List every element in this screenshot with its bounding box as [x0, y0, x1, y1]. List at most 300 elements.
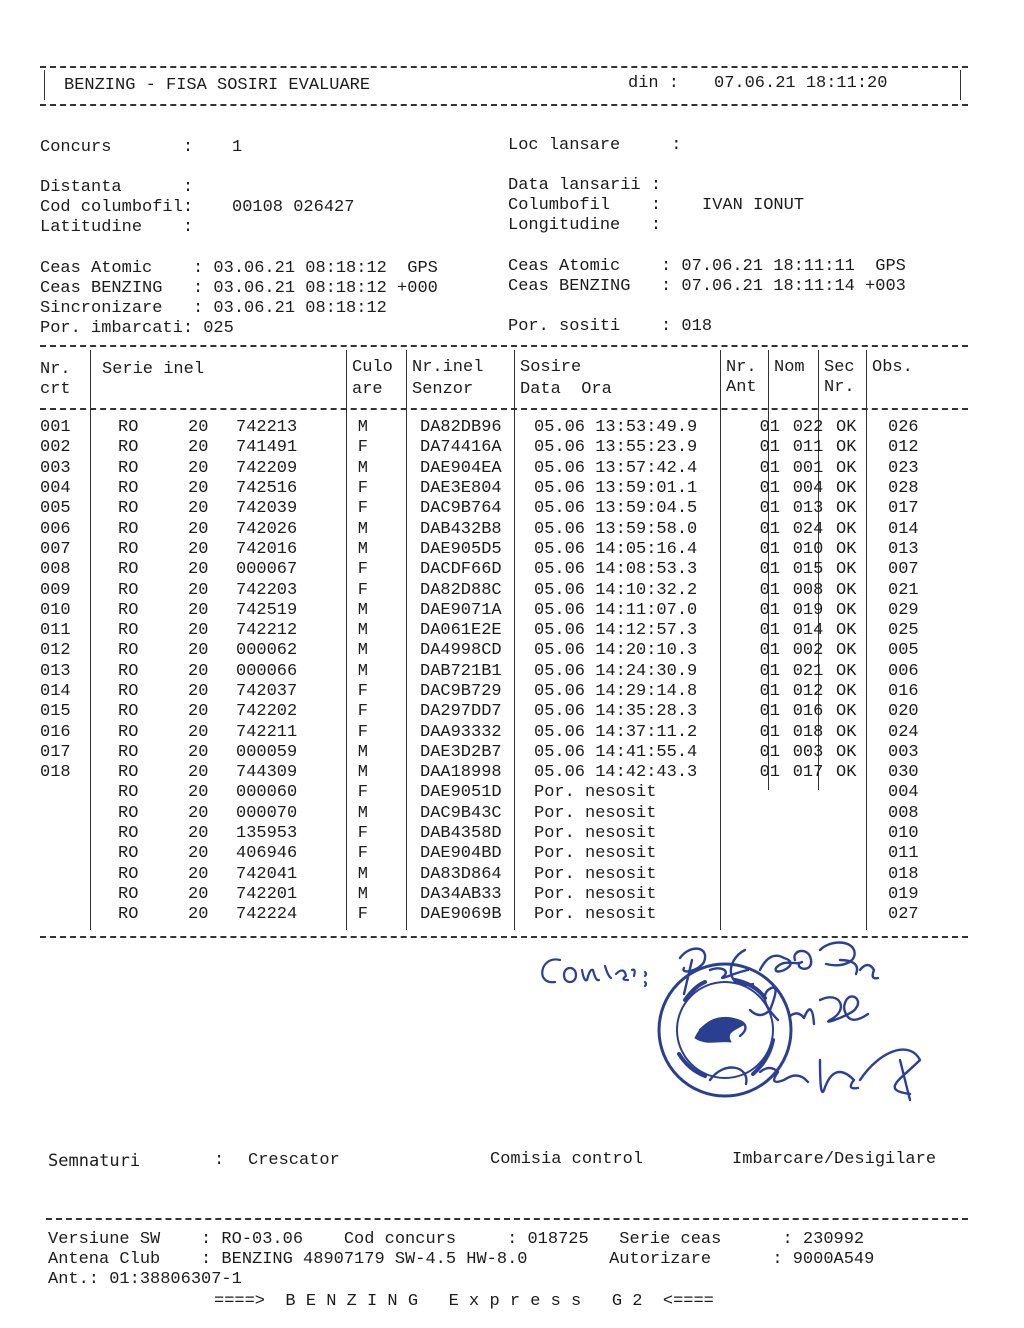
- cell-nom: 014: [792, 621, 824, 641]
- cell-ant: [734, 824, 784, 844]
- cell-crt: 008: [40, 560, 71, 580]
- cell-sosire: 05.06 13:59:58.0: [534, 519, 698, 539]
- cell-sex: M: [357, 661, 368, 681]
- columbofil-value: IVAN IONUT: [702, 196, 805, 215]
- semnaturi-colon: :: [214, 1151, 225, 1170]
- cell-inel: 000059: [236, 742, 298, 762]
- cell-senzor: DAB4358D: [420, 824, 502, 844]
- cell-culoare: [374, 540, 414, 560]
- cell-senzor: DACDF66D: [420, 560, 502, 580]
- cell-inel: 406946: [236, 844, 298, 864]
- cell-nom: 013: [792, 499, 824, 519]
- cell-sex: F: [357, 499, 368, 519]
- table-row: [40, 438, 968, 458]
- cell-tara: RO: [118, 438, 139, 458]
- cell-an: 20: [188, 783, 209, 803]
- cell-tara: RO: [118, 702, 139, 722]
- cell-ant: 01: [759, 539, 780, 559]
- cell-crt: 011: [40, 621, 71, 641]
- cell-inel: 742037: [236, 682, 298, 701]
- cell-ant: 01: [759, 519, 780, 539]
- cell-inel: 000067: [236, 560, 298, 580]
- cell-crt: 007: [40, 539, 71, 559]
- cell-sosire: 05.06 13:53:49.9: [534, 418, 698, 438]
- cell-ant: 01: [759, 763, 780, 783]
- cell-sex: F: [357, 560, 368, 580]
- cell-inel: 742213: [236, 418, 298, 438]
- cell-tara: RO: [118, 580, 139, 600]
- footer-line-2: Antena Club : BENZING 48907179 SW-4.5 HW-8.0 Autorizare : 9000A549: [48, 1250, 875, 1269]
- imbarcare-label: Imbarcare/Desigilare: [732, 1150, 937, 1169]
- cell-senzor: DA74416A: [420, 438, 502, 458]
- cell-an: 20: [188, 661, 209, 681]
- cell-tara: RO: [118, 458, 139, 478]
- concurs-value: 1: [232, 138, 243, 157]
- cell-sosire: 05.06 14:12:57.3: [534, 621, 698, 641]
- cell-obs: 029: [888, 600, 919, 620]
- cell-an: 20: [188, 682, 209, 701]
- table-row: [40, 540, 968, 560]
- cell-sec: [832, 905, 880, 925]
- cell-senzor: DAE904BD: [420, 844, 502, 864]
- cell-culoare: [374, 763, 414, 783]
- cell-senzor: DA82D88C: [420, 580, 502, 600]
- cell-sex: M: [357, 600, 368, 620]
- cell-an: 20: [188, 580, 209, 600]
- footer-line-4: ====> B E N Z I N G E x p r e s s G 2 <====: [214, 1292, 714, 1311]
- th-nr: Nr.: [40, 360, 71, 379]
- cell-inel: 742202: [236, 702, 298, 722]
- cell-sosire: 05.06 14:10:32.2: [534, 580, 698, 600]
- cell-senzor: DA83D864: [420, 864, 502, 884]
- cell-inel: 742516: [236, 479, 298, 499]
- table-row: [40, 844, 968, 864]
- table-row: [40, 560, 968, 580]
- cell-sec: [832, 783, 880, 803]
- cell-sex: M: [357, 539, 368, 559]
- cell-culoare: [374, 783, 414, 803]
- cell-crt: 002: [40, 438, 71, 458]
- clock-start-atomic: Ceas Atomic : 03.06.21 08:18:12 GPS: [40, 259, 438, 278]
- cell-culoare: [374, 865, 414, 885]
- th-senzor: Senzor: [412, 380, 474, 399]
- th-data-ora: Data Ora: [520, 380, 612, 399]
- cell-tara: RO: [118, 783, 139, 803]
- cod-columbofil-label: Cod columbofil:: [40, 198, 194, 217]
- cell-obs: 027: [888, 905, 919, 925]
- table-row: [40, 418, 968, 438]
- cell-nom: [784, 885, 832, 905]
- cell-sec: OK: [836, 702, 857, 722]
- cell-inel: 000070: [236, 803, 298, 823]
- cell-sex: F: [357, 682, 368, 701]
- cell-crt: [40, 885, 90, 905]
- cell-nom: 024: [792, 519, 824, 539]
- cell-senzor: DAE9069B: [420, 905, 502, 925]
- columbofil-label: Columbofil :: [508, 196, 662, 215]
- cell-sex: F: [357, 479, 368, 499]
- cell-inel: 000060: [236, 783, 298, 803]
- cell-culoare: [374, 459, 414, 479]
- th-crt: crt: [40, 380, 71, 399]
- th-obs: Obs.: [872, 358, 913, 377]
- cell-nom: [784, 905, 832, 925]
- cell-crt: [40, 905, 90, 925]
- cell-nom: [784, 865, 832, 885]
- cell-obs: 006: [888, 661, 919, 681]
- por-sositi: Por. sositi : 018: [508, 317, 713, 336]
- cell-senzor: DAC9B729: [420, 682, 502, 701]
- cell-culoare: [374, 601, 414, 621]
- cell-sosire: 05.06 14:05:16.4: [534, 539, 698, 559]
- cell-an: 20: [188, 418, 209, 438]
- cell-ant: 01: [759, 458, 780, 478]
- clock-start-benzing: Ceas BENZING : 03.06.21 08:18:12 +000: [40, 279, 438, 298]
- cell-nom: 011: [792, 438, 824, 458]
- cell-inel: 742016: [236, 539, 298, 559]
- cell-sec: OK: [836, 641, 857, 661]
- cell-nom: 010: [792, 539, 824, 559]
- cell-sec: OK: [836, 458, 857, 478]
- cell-nom: 017: [792, 763, 824, 783]
- cell-obs: 024: [888, 722, 919, 742]
- cell-inel: 000062: [236, 641, 298, 661]
- cell-senzor: DAE3D2B7: [420, 742, 502, 762]
- cell-ant: 01: [759, 722, 780, 742]
- cell-tara: RO: [118, 661, 139, 681]
- cell-sex: M: [357, 864, 368, 884]
- cell-inel: 000066: [236, 661, 298, 681]
- table-row: [40, 763, 968, 783]
- cell-sex: F: [357, 905, 368, 925]
- cell-tara: RO: [118, 803, 139, 823]
- cell-obs: 007: [888, 560, 919, 580]
- cell-senzor: DA297DD7: [420, 702, 502, 722]
- th-sosire: Sosire: [520, 358, 582, 377]
- cell-sosire: Por. nesosit: [534, 783, 657, 803]
- cell-ant: [734, 885, 784, 905]
- cell-sex: F: [357, 783, 368, 803]
- cell-sex: M: [357, 519, 368, 539]
- cell-senzor: DA34AB33: [420, 884, 502, 904]
- cell-nom: 008: [792, 580, 824, 600]
- cell-an: 20: [188, 803, 209, 823]
- cell-ant: [734, 844, 784, 864]
- cell-tara: RO: [118, 539, 139, 559]
- cell-crt: [40, 824, 90, 844]
- table-row: [40, 824, 968, 844]
- table-row: [40, 702, 968, 722]
- cell-sec: OK: [836, 621, 857, 641]
- table-row: [40, 641, 968, 661]
- cell-inel: 742203: [236, 580, 298, 600]
- cell-culoare: [374, 418, 414, 438]
- cell-an: 20: [188, 905, 209, 925]
- table-row: [40, 783, 968, 803]
- header-bottom-border: [40, 104, 968, 106]
- footer-top-border: [46, 1218, 968, 1220]
- cell-sex: M: [357, 803, 368, 823]
- cell-inel: 742224: [236, 905, 298, 925]
- cell-sec: [832, 844, 880, 864]
- cell-obs: 020: [888, 702, 919, 722]
- cell-tara: RO: [118, 600, 139, 620]
- table-row: [40, 743, 968, 763]
- cell-sosire: 05.06 13:59:04.5: [534, 499, 698, 519]
- cell-crt: 004: [40, 479, 71, 499]
- cell-ant: 01: [759, 580, 780, 600]
- cell-an: 20: [188, 479, 209, 499]
- cell-obs: 014: [888, 519, 919, 539]
- table-row: [40, 601, 968, 621]
- header-top-border: [40, 66, 968, 68]
- arrivals-table: [40, 418, 968, 925]
- cell-obs: 016: [888, 682, 919, 701]
- cell-inel: 742201: [236, 884, 298, 904]
- cell-obs: 008: [888, 803, 919, 823]
- cell-an: 20: [188, 641, 209, 661]
- cell-obs: 021: [888, 580, 919, 600]
- cell-sex: M: [357, 742, 368, 762]
- cell-crt: 015: [40, 702, 71, 722]
- cell-crt: 014: [40, 682, 71, 701]
- cell-sec: OK: [836, 519, 857, 539]
- cell-tara: RO: [118, 621, 139, 641]
- cell-ant: 01: [759, 621, 780, 641]
- cell-culoare: [374, 804, 414, 824]
- header-left-border: [44, 70, 45, 100]
- cell-sec: OK: [836, 539, 857, 559]
- cell-sec: OK: [836, 742, 857, 762]
- cell-an: 20: [188, 763, 209, 783]
- cell-senzor: DAB432B8: [420, 519, 502, 539]
- cell-tara: RO: [118, 641, 139, 661]
- cell-an: 20: [188, 884, 209, 904]
- cell-sec: OK: [836, 600, 857, 620]
- cell-inel: 742039: [236, 499, 298, 519]
- cod-columbofil-value: 00108 026427: [232, 198, 355, 217]
- cell-nom: 016: [792, 702, 824, 722]
- cell-sex: M: [357, 418, 368, 438]
- cell-an: 20: [188, 539, 209, 559]
- cell-obs: 030: [888, 763, 919, 783]
- cell-an: 20: [188, 438, 209, 458]
- cell-sosire: 05.06 13:57:42.4: [534, 458, 698, 478]
- footer-line-1: Versiune SW : RO-03.06 Cod concurs : 018725 Serie ceas : 230992: [48, 1230, 865, 1249]
- cell-crt: [40, 844, 90, 864]
- cell-obs: 019: [888, 884, 919, 904]
- cell-sec: [832, 804, 880, 824]
- cell-senzor: DAE9071A: [420, 600, 502, 620]
- cell-nom: [784, 783, 832, 803]
- cell-sec: OK: [836, 418, 857, 438]
- th-sec: Sec: [824, 358, 855, 377]
- cell-ant: [734, 905, 784, 925]
- header-datetime: 07.06.21 18:11:20: [714, 74, 888, 93]
- th-nr-ant-2: Ant: [726, 378, 757, 397]
- cell-sex: M: [357, 458, 368, 478]
- cell-sosire: Por. nesosit: [534, 864, 657, 884]
- cell-nom: 021: [792, 661, 824, 681]
- cell-obs: 003: [888, 742, 919, 762]
- cell-crt: 010: [40, 600, 71, 620]
- cell-sex: F: [357, 824, 368, 844]
- cell-culoare: [374, 885, 414, 905]
- cell-crt: [40, 865, 90, 885]
- table-row: [40, 804, 968, 824]
- cell-tara: RO: [118, 824, 139, 844]
- cell-culoare: [374, 702, 414, 722]
- cell-sosire: 05.06 14:08:53.3: [534, 560, 698, 580]
- latitudine-label: Latitudine :: [40, 218, 194, 237]
- cell-sosire: 05.06 14:37:11.2: [534, 722, 698, 742]
- cell-sosire: 05.06 13:55:23.9: [534, 438, 698, 458]
- crescator-label: Crescator: [248, 1151, 340, 1170]
- cell-sec: OK: [836, 763, 857, 783]
- clock-end-atomic: Ceas Atomic : 07.06.21 18:11:11 GPS: [508, 257, 906, 276]
- cell-nom: 001: [792, 458, 824, 478]
- cell-sex: F: [357, 438, 368, 458]
- loc-lansare-label: Loc lansare :: [508, 136, 682, 155]
- cell-an: 20: [188, 560, 209, 580]
- th-are: are: [352, 380, 383, 399]
- cell-sec: OK: [836, 438, 857, 458]
- cell-nom: 022: [792, 418, 824, 438]
- cell-crt: [40, 783, 90, 803]
- cell-nom: 003: [792, 742, 824, 762]
- concurs-label: Concurs :: [40, 138, 194, 157]
- cell-an: 20: [188, 722, 209, 742]
- cell-senzor: DA4998CD: [420, 641, 502, 661]
- cell-inel: 742519: [236, 600, 298, 620]
- cell-culoare: [374, 438, 414, 458]
- footer-line-3: Ant.: 01:38806307-1: [48, 1270, 242, 1289]
- cell-senzor: DA061E2E: [420, 621, 502, 641]
- cell-crt: 009: [40, 580, 71, 600]
- cell-sec: OK: [836, 560, 857, 580]
- cell-an: 20: [188, 600, 209, 620]
- cell-culoare: [374, 560, 414, 580]
- table-row: [40, 662, 968, 682]
- cell-culoare: [374, 722, 414, 742]
- cell-obs: 005: [888, 641, 919, 661]
- cell-crt: 006: [40, 519, 71, 539]
- cell-ant: 01: [759, 438, 780, 458]
- cell-an: 20: [188, 499, 209, 519]
- cell-sosire: 05.06 14:42:43.3: [534, 763, 698, 783]
- cell-ant: 01: [759, 661, 780, 681]
- cell-obs: 028: [888, 479, 919, 499]
- cell-inel: 742026: [236, 519, 298, 539]
- cell-ant: 01: [759, 418, 780, 438]
- cell-senzor: DAE904EA: [420, 458, 502, 478]
- cell-nom: [784, 844, 832, 864]
- cell-sex: M: [357, 641, 368, 661]
- cell-tara: RO: [118, 560, 139, 580]
- cell-nom: 015: [792, 560, 824, 580]
- cell-culoare: [374, 479, 414, 499]
- cell-crt: 005: [40, 499, 71, 519]
- cell-culoare: [374, 519, 414, 539]
- por-imbarcati: Por. imbarcati: 025: [40, 319, 234, 338]
- cell-culoare: [374, 580, 414, 600]
- cell-inel: 741491: [236, 438, 298, 458]
- cell-sosire: 05.06 14:20:10.3: [534, 641, 698, 661]
- cell-sec: OK: [836, 722, 857, 742]
- cell-sex: M: [357, 621, 368, 641]
- cell-an: 20: [188, 519, 209, 539]
- cell-sec: [832, 824, 880, 844]
- table-row: [40, 499, 968, 519]
- cell-an: 20: [188, 702, 209, 722]
- cell-crt: 001: [40, 418, 71, 438]
- cell-obs: 017: [888, 499, 919, 519]
- cell-tara: RO: [118, 682, 139, 701]
- cell-an: 20: [188, 621, 209, 641]
- cell-ant: 01: [759, 600, 780, 620]
- cell-senzor: DAE9051D: [420, 783, 502, 803]
- table-row: [40, 519, 968, 539]
- cell-sec: OK: [836, 682, 857, 701]
- cell-obs: 013: [888, 539, 919, 559]
- cell-culoare: [374, 844, 414, 864]
- cell-crt: 013: [40, 661, 71, 681]
- cell-sex: M: [357, 763, 368, 783]
- cell-sosire: 05.06 14:41:55.4: [534, 742, 698, 762]
- cell-culoare: [374, 499, 414, 519]
- handwriting-comisia: [542, 959, 646, 986]
- cell-sec: OK: [836, 580, 857, 600]
- table-row: [40, 479, 968, 499]
- cell-nom: [784, 804, 832, 824]
- cell-obs: 018: [888, 864, 919, 884]
- distanta-label: Distanta :: [40, 178, 194, 197]
- data-lansarii-label: Data lansarii :: [508, 176, 662, 195]
- cell-nom: 018: [792, 722, 824, 742]
- cell-tara: RO: [118, 499, 139, 519]
- th-nr-inel: Nr.inel: [412, 358, 484, 377]
- cell-an: 20: [188, 864, 209, 884]
- cell-an: 20: [188, 824, 209, 844]
- cell-sec: OK: [836, 499, 857, 519]
- cell-culoare: [374, 662, 414, 682]
- cell-ant: 01: [759, 641, 780, 661]
- cell-crt: 017: [40, 742, 71, 762]
- cell-ant: 01: [759, 560, 780, 580]
- cell-crt: 018: [40, 763, 71, 783]
- cell-ant: 01: [759, 702, 780, 722]
- handwriting-petcu: [680, 943, 878, 995]
- cell-sosire: Por. nesosit: [534, 824, 657, 844]
- cell-inel: 742041: [236, 864, 298, 884]
- cell-senzor: DAC9B43C: [420, 803, 502, 823]
- cell-sec: [832, 865, 880, 885]
- cell-crt: 003: [40, 458, 71, 478]
- cell-crt: [40, 804, 90, 824]
- cell-culoare: [374, 641, 414, 661]
- cell-sosire: 05.06 14:35:28.3: [534, 702, 698, 722]
- cell-tara: RO: [118, 722, 139, 742]
- cell-ant: [734, 804, 784, 824]
- cell-obs: 011: [888, 844, 919, 864]
- cell-sex: F: [357, 580, 368, 600]
- cell-an: 20: [188, 458, 209, 478]
- table-row: [40, 722, 968, 742]
- cell-inel: 742209: [236, 458, 298, 478]
- cell-ant: 01: [759, 682, 780, 701]
- th-serie-inel: Serie inel: [102, 360, 205, 379]
- cell-inel: 742212: [236, 621, 298, 641]
